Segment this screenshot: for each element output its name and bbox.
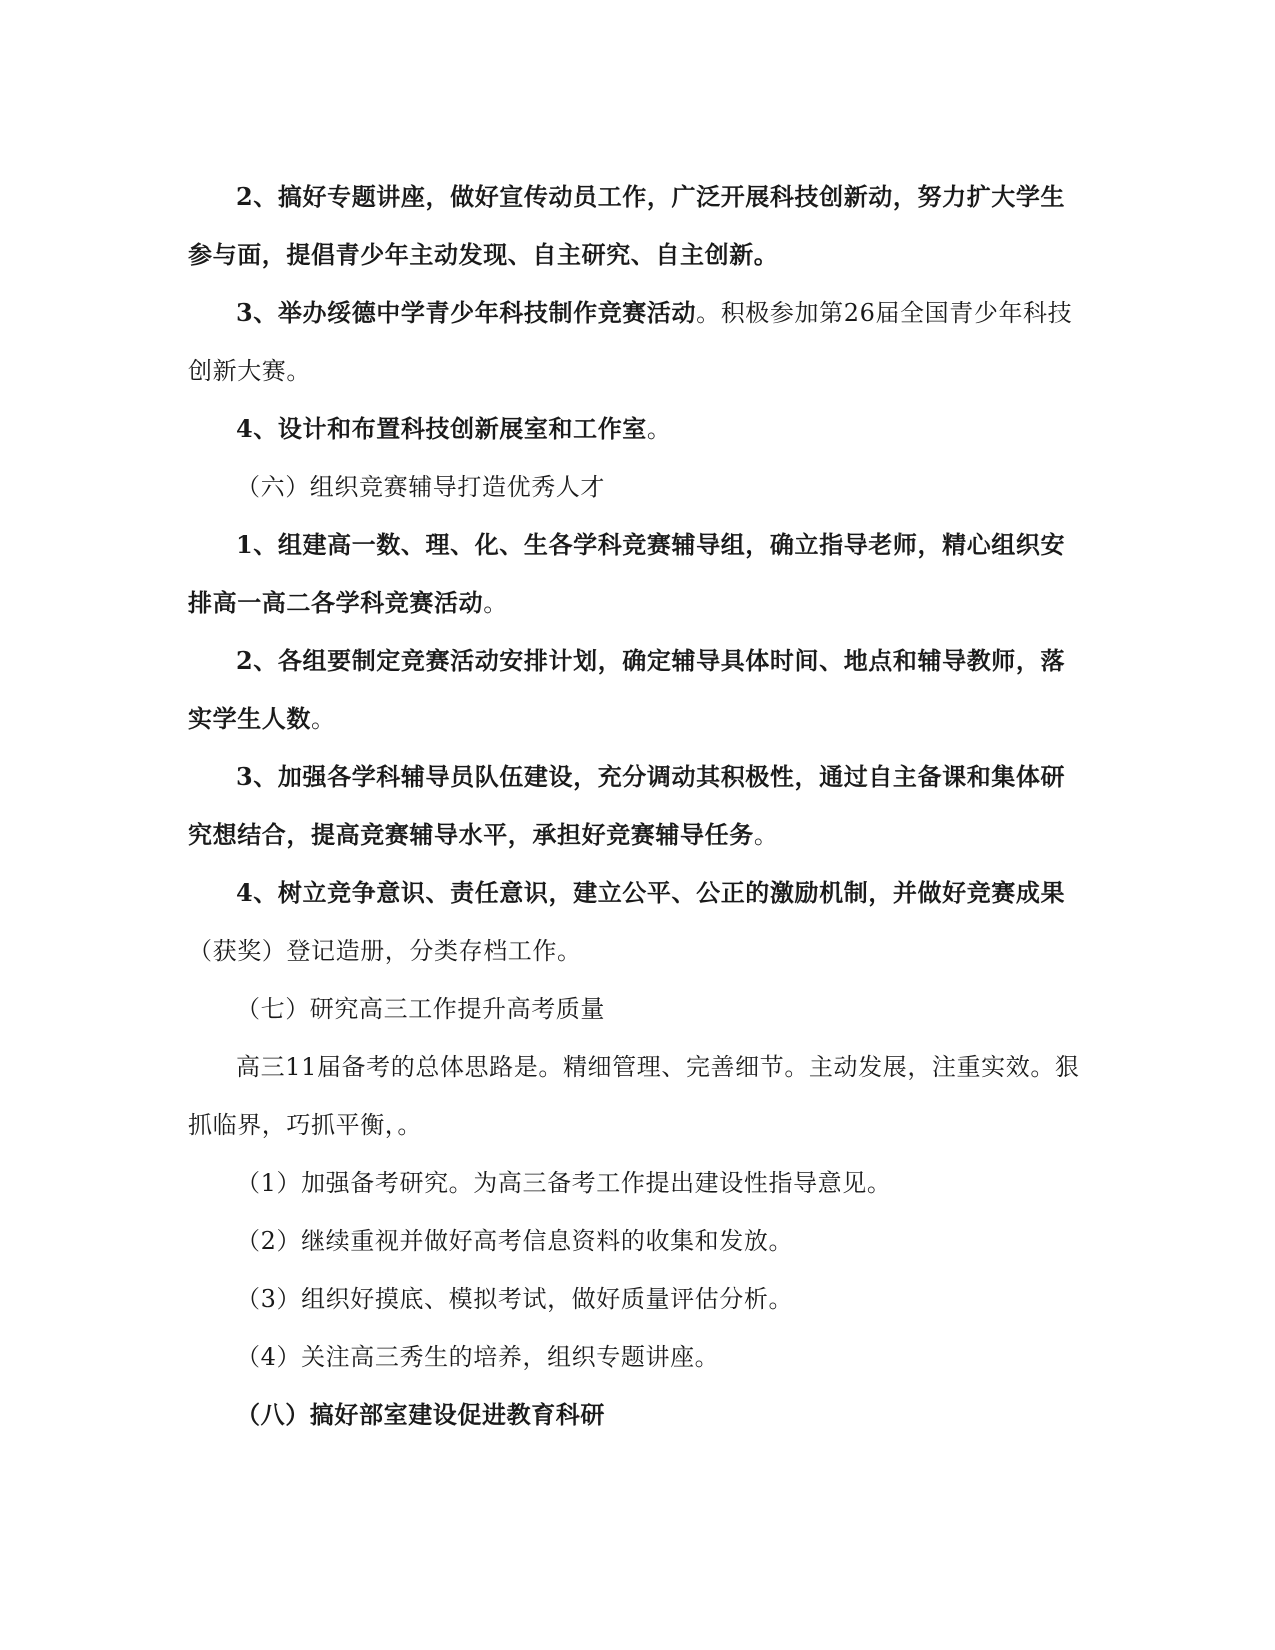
paragraph bbox=[188, 690, 1088, 748]
normal-text: （2）继续重视并做好高考信息资料的收集和发放。 bbox=[236, 1227, 794, 1255]
normal-text: （六）组织竞赛辅导打造优秀人才 bbox=[236, 473, 605, 501]
list-item bbox=[188, 1328, 1088, 1386]
normal-text: 高三11届备考的总体思路是。精细管理、完善细节。主动发展，注重实效。狠 bbox=[236, 1053, 1080, 1081]
bold-text: 4、树立竞争意识、责任意识，建立公平、公正的激励机制，并做好竞赛成果 bbox=[236, 878, 1066, 907]
paragraph bbox=[188, 806, 1088, 864]
document-body bbox=[188, 168, 1088, 1444]
paragraph bbox=[188, 922, 1088, 980]
bold-text: 排高一高二各学科竞赛活动 bbox=[188, 588, 484, 617]
paragraph bbox=[188, 864, 1088, 922]
list-item bbox=[188, 1154, 1088, 1212]
section-heading bbox=[188, 1386, 1088, 1444]
paragraph bbox=[188, 400, 1088, 458]
normal-text: （七）研究高三工作提升高考质量 bbox=[236, 995, 605, 1023]
bold-text: 2、搞好专题讲座，做好宣传动员工作，广泛开展科技创新动，努力扩大学生 bbox=[236, 182, 1066, 211]
normal-text: （3）组织好摸底、模拟考试，做好质量评估分析。 bbox=[236, 1285, 794, 1313]
paragraph bbox=[188, 1038, 1088, 1096]
list-item bbox=[188, 1270, 1088, 1328]
normal-text: 。 bbox=[646, 415, 672, 443]
bold-text: 4、设计和布置科技创新展室和工作室 bbox=[236, 414, 647, 443]
normal-text: （4）关注高三秀生的培养，组织专题讲座。 bbox=[236, 1343, 720, 1371]
normal-text: 。 bbox=[311, 705, 336, 733]
paragraph bbox=[188, 574, 1088, 632]
bold-text: 实学生人数 bbox=[188, 704, 311, 733]
paragraph bbox=[188, 516, 1088, 574]
section-heading bbox=[188, 458, 1088, 516]
bold-text: 1、组建高一数、理、化、生各学科竞赛辅导组，确立指导老师，精心组织安 bbox=[236, 530, 1066, 559]
paragraph bbox=[188, 342, 1088, 400]
bold-text: （八）搞好部室建设促进教育科研 bbox=[236, 1400, 605, 1429]
normal-text: 。 bbox=[753, 821, 779, 849]
normal-text: （1）加强备考研究。为高三备考工作提出建设性指导意见。 bbox=[236, 1169, 892, 1197]
bold-text: 2、各组要制定竞赛活动安排计划，确定辅导具体时间、地点和辅导教师，落 bbox=[236, 646, 1066, 675]
normal-text: （获奖）登记造册，分类存档工作。 bbox=[188, 937, 582, 965]
section-heading bbox=[188, 980, 1088, 1038]
bold-text: 3、加强各学科辅导员队伍建设，充分调动其积极性，通过自主备课和集体研 bbox=[236, 762, 1066, 791]
bold-text: 参与面，提倡青少年主动发现、自主研究、自主创新。 bbox=[188, 240, 779, 269]
paragraph bbox=[188, 1096, 1088, 1154]
list-item bbox=[188, 1212, 1088, 1270]
paragraph bbox=[188, 284, 1088, 342]
normal-text: 。 bbox=[483, 589, 508, 617]
normal-text: 。积极参加第26届全国青少年科技 bbox=[696, 299, 1073, 327]
paragraph bbox=[188, 632, 1088, 690]
normal-text: 创新大赛。 bbox=[188, 357, 311, 385]
paragraph bbox=[188, 748, 1088, 806]
paragraph bbox=[188, 226, 1088, 284]
paragraph bbox=[188, 168, 1088, 226]
bold-text: 究想结合，提高竞赛辅导水平，承担好竞赛辅导任务 bbox=[188, 820, 754, 849]
bold-text: 3、举办绥德中学青少年科技制作竞赛活动 bbox=[236, 298, 697, 327]
normal-text: 抓临界，巧抓平衡，。 bbox=[188, 1111, 422, 1139]
